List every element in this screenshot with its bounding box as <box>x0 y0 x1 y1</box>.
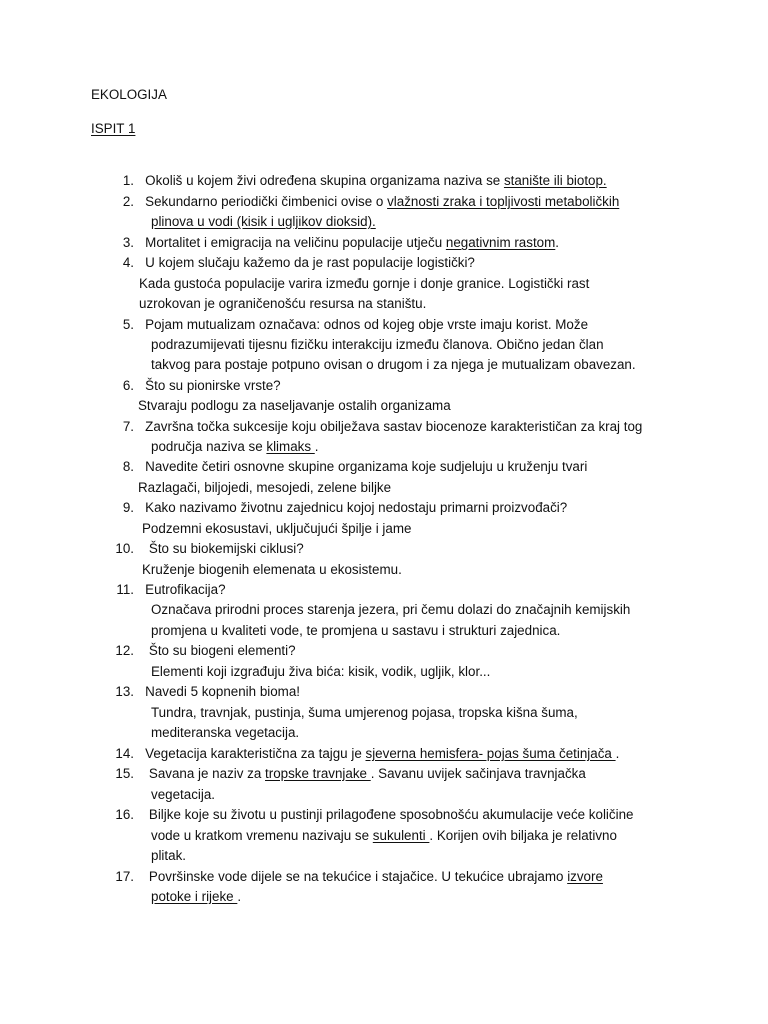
item-number: 11. <box>116 582 134 597</box>
answer-text: sjeverna hemisfera- pojas šuma četinjača <box>365 746 616 761</box>
question-text: vegetacija. <box>151 787 216 802</box>
question-text: . Korijen ovih biljaka je relativno <box>429 828 617 843</box>
question-text: Sekundarno periodički čimbenici ovise o <box>145 194 388 209</box>
question-text: Što su biogeni elementi? <box>145 643 296 658</box>
question-text: Što su biokemijski ciklusi? <box>145 541 304 556</box>
answer-text: Kruženje biogenih elemenata u ekosistemu. <box>142 562 402 577</box>
item-number: 1. <box>122 173 134 188</box>
question-text: Navedi 5 kopnenih bioma! <box>145 684 301 699</box>
question-text: Navedite četiri osnovne skupine organizama koje sudjeluju u kruženju tvari <box>145 459 588 474</box>
answer-text: potoke i rijeke <box>151 889 238 904</box>
list-item <box>110 868 603 886</box>
list-item <box>110 418 642 436</box>
trailing-text: . <box>237 889 242 904</box>
answer-text: uzrokovan je ograničenošću resursa na staništu. <box>139 296 427 311</box>
item-number: 2. <box>122 194 134 209</box>
question-text: Vegetacija karakteristična za tajgu je <box>145 746 366 761</box>
list-item <box>110 316 588 334</box>
list-item <box>110 745 619 763</box>
question-text: . Savanu uvijek sačinjava travnjačka <box>370 766 586 781</box>
answer-text: tropske travnjake <box>265 766 371 781</box>
item-number: 14. <box>115 746 134 761</box>
item-number: 13. <box>115 684 134 699</box>
item-number: 9. <box>122 500 134 515</box>
answer-text: mediteranska vegetacija. <box>151 725 300 740</box>
question-text: Površinske vode dijele se na tekućice i stajačice. U tekućice ubrajamo <box>145 869 568 884</box>
list-item <box>110 683 300 701</box>
answer-text: negativnim rastom <box>445 235 556 250</box>
answer-text: promjena u kvaliteti vode, te promjena u sastavu i strukturi zajednica. <box>151 623 561 638</box>
item-number: 16. <box>115 807 134 822</box>
answer-text: Elementi koji izgrađuju živa bića: kisik, vodik, ugljik, klor... <box>151 664 491 679</box>
question-text: Kako nazivamo životnu zajednicu kojoj nedostaju primarni proizvođači? <box>145 500 568 515</box>
question-text: područja naziva se <box>151 439 267 454</box>
list-item <box>110 458 587 476</box>
item-number: 4. <box>122 255 134 270</box>
list-item <box>110 581 226 599</box>
answer-text: sukulenti <box>372 828 430 843</box>
answer-text: Kada gustoća populacije varira između gornje i donje granice. Logistički rast <box>139 276 590 291</box>
answer-text: Označava prirodni proces starenja jezera, pri čemu dolazi do značajnih kemijskih <box>151 602 631 617</box>
list-item <box>110 765 586 783</box>
question-text: U kojem slučaju kažemo da je rast populacije logistički? <box>145 255 475 270</box>
list-item <box>110 540 304 558</box>
list-item <box>110 254 475 272</box>
question-text: Eutrofikacija? <box>145 582 226 597</box>
answer-text: klimaks <box>266 439 315 454</box>
question-text: Završna točka sukcesije koju obilježava sastav biocenoze karakterističan za kraj tog <box>145 419 643 434</box>
answer-text: Podzemni ekosustavi, uključujući špilje i jame <box>142 521 412 536</box>
answer-text: vlažnosti zraka i topljivosti metaboličkih <box>387 194 620 209</box>
item-number: 17. <box>115 869 134 884</box>
list-item <box>110 499 567 517</box>
item-number: 7. <box>122 419 134 434</box>
document-title: EKOLOGIJA <box>91 87 167 102</box>
list-item <box>110 377 281 395</box>
list-item <box>110 172 607 190</box>
question-text: takvog para postaje potpuno ovisan o drugom i za njega je mutualizam obavezan. <box>151 357 636 372</box>
question-text: Što su pionirske vrste? <box>145 378 281 393</box>
question-text: podrazumijevati tijesnu fizičku interakciju između članova. Obično jedan član <box>151 337 604 352</box>
answer-text: Stvaraju podlogu za naseljavanje ostalih organizama <box>138 398 451 413</box>
list-item <box>110 193 619 211</box>
question-text: Savana je naziv za <box>145 766 266 781</box>
answer-text: Razlagači, biljojedi, mesojedi, zelene biljke <box>138 480 392 495</box>
answer-text: stanište ili biotop. <box>503 173 607 188</box>
question-continuation <box>151 438 318 456</box>
question-text: Biljke koje su životu u pustinji prilagođene sposobnošću akumulacije veće količine <box>145 807 634 822</box>
list-item <box>110 806 633 824</box>
item-number: 6. <box>122 378 134 393</box>
question-text: vode u kratkom vremenu nazivaju se <box>151 828 373 843</box>
question-text: Mortalitet i emigracija na veličinu populacije utječu <box>145 235 446 250</box>
item-number: 3. <box>122 235 134 250</box>
question-continuation <box>151 888 241 906</box>
question-text: plitak. <box>151 848 186 863</box>
list-item <box>110 642 296 660</box>
trailing-text: . <box>555 235 560 250</box>
document-subtitle: ISPIT 1 <box>91 121 136 136</box>
trailing-text: . <box>615 746 620 761</box>
answer-text: izvore <box>567 869 603 884</box>
list-item <box>110 234 559 252</box>
answer-text: plinova u vodi (kisik i ugljikov dioksid). <box>151 214 376 229</box>
item-number: 8. <box>122 459 134 474</box>
question-text: Okoliš u kojem živi određena skupina organizama naziva se <box>145 173 504 188</box>
answer-text: Tundra, travnjak, pustinja, šuma umjerenog pojasa, tropska kišna šuma, <box>151 705 578 720</box>
question-text: Pojam mutualizam označava: odnos od kojeg obje vrste imaju korist. Može <box>145 317 589 332</box>
item-number: 10. <box>115 541 134 556</box>
question-continuation <box>151 827 617 845</box>
item-number: 15. <box>115 766 134 781</box>
item-number: 12. <box>115 643 134 658</box>
trailing-text: . <box>314 439 319 454</box>
item-number: 5. <box>122 317 134 332</box>
